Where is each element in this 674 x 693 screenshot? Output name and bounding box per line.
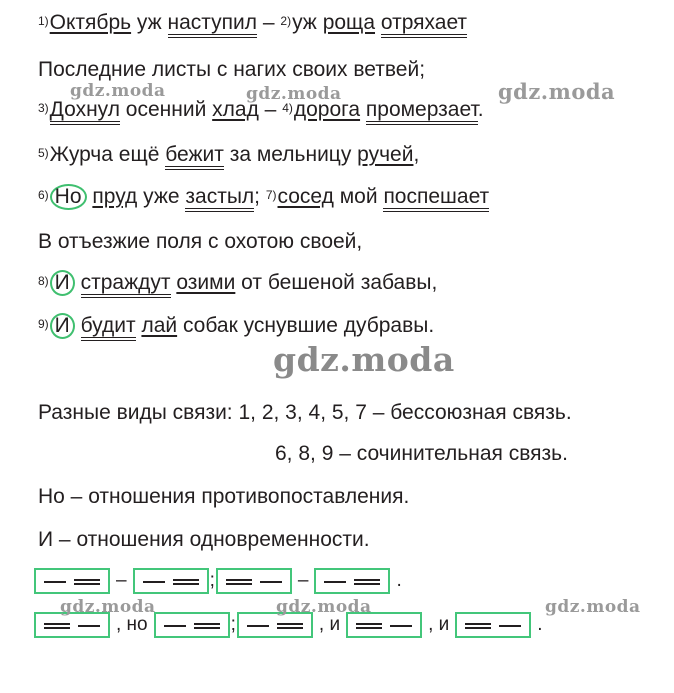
poem-line-3: $^{3)}$Дохнул осенний хлад – $^{4)}$дорога промерзает. [38, 97, 484, 125]
poem-line-7: $^{8)}$ И страждут озими от бешеной забавы, [38, 270, 437, 298]
scheme-box [133, 568, 209, 594]
conjunction-circled: И [50, 313, 75, 339]
sentence-number: 5) [38, 146, 49, 160]
analysis-line-2: 6, 8, 9 – сочинительная связь. [275, 442, 568, 465]
subject-word: сосед [277, 185, 334, 208]
analysis-line-3: Но – отношения противопоставления. [38, 485, 410, 508]
watermark: gdz.moda [70, 81, 166, 101]
scheme-box [314, 568, 390, 594]
watermark: gdz.moda [276, 597, 372, 617]
subject-word: озими [176, 271, 236, 294]
sentence-number: 6) [38, 188, 49, 202]
predicate-word: бежит [165, 143, 224, 170]
sentence-number: 7) [265, 188, 277, 202]
poem-line-6: В отъезжие поля с охотою своей, [38, 230, 363, 253]
analysis-line-1: Разные виды связи: 1, 2, 3, 4, 5, 7 – бессоюзная связь. [38, 401, 572, 424]
poem-line-2: Последние листы с нагих своих ветвей; [38, 58, 426, 81]
sentence-number: 3) [38, 101, 49, 115]
sentence-number: 4) [282, 101, 293, 115]
subject-word: хлад [212, 98, 259, 121]
watermark: gdz.moda [273, 340, 455, 379]
subject-word: пруд [92, 185, 138, 208]
predicate-word: будит [81, 314, 136, 341]
poem-line-5: $^{6)}$ Но пруд уже застыл; $^{7)}$сосед мой поспешает [38, 184, 489, 212]
scheme-box [34, 568, 110, 594]
subject-word: Октябрь [49, 11, 132, 34]
sentence-number: 8) [38, 274, 49, 288]
poem-line-8: $^{9)}$ И будит лай собак уснувшие дубравы. [38, 313, 434, 341]
sentence-number: 1) [38, 14, 49, 28]
predicate-word: страждут [81, 271, 171, 298]
predicate-word: поспешает [383, 185, 489, 212]
scheme-box [216, 568, 292, 594]
poem-line-4: $^{5)}$Журча ещё бежит за мельницу ручей, [38, 142, 419, 170]
sentence-number: 9) [38, 317, 49, 331]
predicate-word: отряхает [381, 11, 467, 38]
watermark: gdz.moda [246, 84, 342, 104]
watermark: gdz.moda [60, 597, 156, 617]
subject-word: дорога [293, 98, 361, 121]
subject-word: ручей [357, 143, 414, 166]
predicate-word: наступил [168, 11, 258, 38]
predicate-word: застыл [185, 185, 254, 212]
scheme-box [455, 612, 531, 638]
watermark: gdz.moda [498, 79, 616, 104]
subject-word: лай [141, 314, 178, 337]
predicate-word: Дохнул [50, 98, 120, 125]
conjunction-circled: И [50, 270, 75, 296]
conjunction-circled: Но [50, 184, 87, 210]
scheme-row-2: , но ; , и , и . [34, 612, 549, 638]
subject-word: роща [322, 11, 376, 34]
poem-line-1: $^{1)}$Октябрь уж наступил – $^{2)}$уж роща отряхает [38, 10, 467, 38]
scheme-box [154, 612, 230, 638]
sentence-number: 2) [280, 14, 292, 28]
watermark: gdz.moda [545, 597, 641, 617]
analysis-line-4: И – отношения одновременности. [38, 528, 370, 551]
predicate-word: промерзает [366, 98, 478, 125]
scheme-row-1: – ; – . [34, 568, 408, 594]
